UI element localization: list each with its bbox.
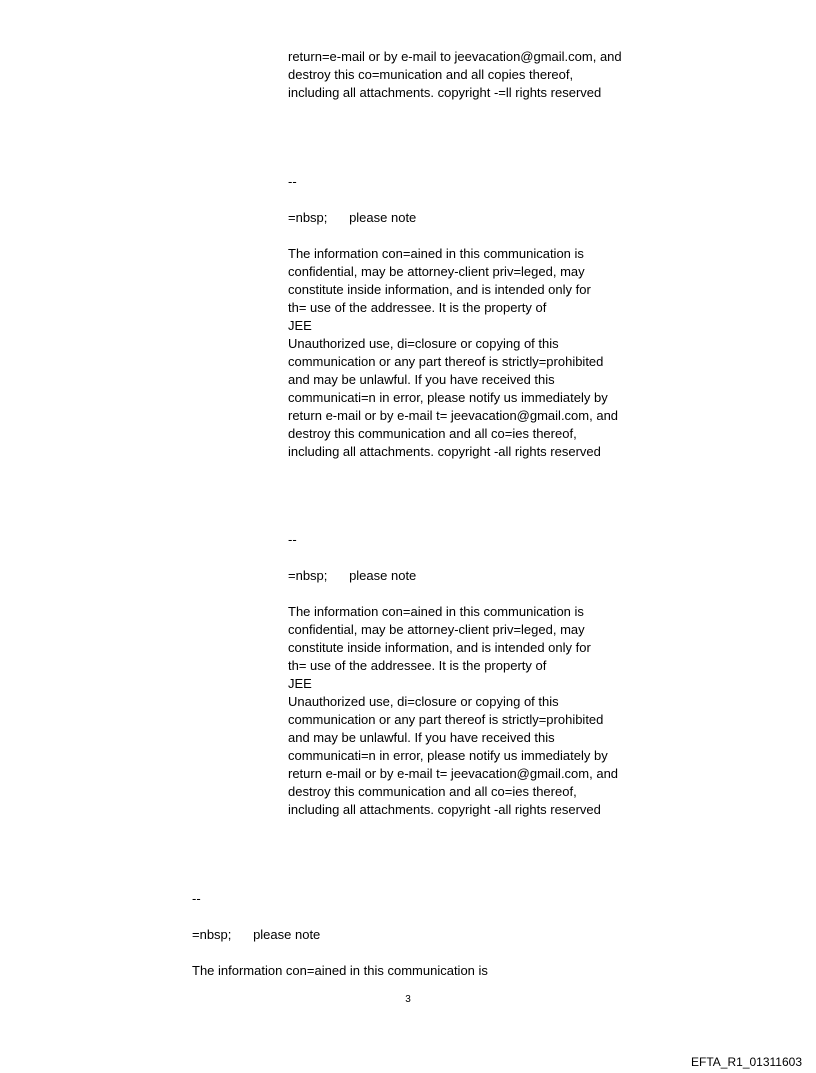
text-line: communicati=n in error, please notify us immediately by bbox=[288, 748, 608, 763]
text-line: return=e-mail or by e-mail to jeevacation@gmail.com, and bbox=[288, 49, 622, 64]
text-line: constitute inside information, and is intended only for bbox=[288, 282, 591, 297]
please-note-line: =nbsp; please note bbox=[288, 210, 417, 225]
text-line: and may be unlawful. If you have received this bbox=[288, 372, 555, 387]
text-line: return e-mail or by e-mail t= jeevacation@gmail.com, and bbox=[288, 766, 619, 781]
page-number: 3 bbox=[405, 994, 411, 1005]
text-line: Unauthorized use, di=closure or copying of this bbox=[288, 694, 559, 709]
text-line: The information con=ained in this communication is bbox=[288, 604, 584, 619]
text-line: communicati=n in error, please notify us immediately by bbox=[288, 390, 608, 405]
confidentiality-notice bbox=[192, 962, 488, 980]
text-line: including all attachments. copyright -all rights reserved bbox=[288, 444, 601, 459]
confidentiality-notice bbox=[288, 603, 618, 819]
text-line: The information con=ained in this communication is bbox=[192, 963, 488, 978]
text-line: communication or any part thereof is strictly=prohibited bbox=[288, 354, 604, 369]
text-line: Unauthorized use, di=closure or copying of this bbox=[288, 336, 559, 351]
text-line: destroy this communication and all co=ies thereof, bbox=[288, 784, 577, 799]
text-line: destroy this communication and all co=ies thereof, bbox=[288, 426, 577, 441]
email-footer-continuation bbox=[288, 48, 622, 102]
text-line: th= use of the addressee. It is the property of bbox=[288, 300, 547, 315]
text-line: including all attachments. copyright -=ll rights reserved bbox=[288, 85, 602, 100]
separator: -- bbox=[192, 891, 201, 906]
text-line: JEE bbox=[288, 318, 312, 333]
text-line: confidential, may be attorney-client priv=leged, may bbox=[288, 622, 585, 637]
please-note-line: =nbsp; please note bbox=[288, 568, 417, 583]
bates-number: EFTA_R1_01311603 bbox=[691, 1055, 802, 1069]
text-line: and may be unlawful. If you have received this bbox=[288, 730, 555, 745]
text-line: including all attachments. copyright -all rights reserved bbox=[288, 802, 601, 817]
text-line: JEE bbox=[288, 676, 312, 691]
text-line: confidential, may be attorney-client priv=leged, may bbox=[288, 264, 585, 279]
text-line: return e-mail or by e-mail t= jeevacation@gmail.com, and bbox=[288, 408, 619, 423]
separator: -- bbox=[288, 532, 297, 547]
text-line: destroy this co=munication and all copies thereof, bbox=[288, 67, 574, 82]
please-note-line: =nbsp; please note bbox=[192, 927, 321, 942]
confidentiality-notice bbox=[288, 245, 618, 461]
text-line: th= use of the addressee. It is the property of bbox=[288, 658, 547, 673]
text-line: communication or any part thereof is strictly=prohibited bbox=[288, 712, 604, 727]
separator: -- bbox=[288, 174, 297, 189]
text-line: constitute inside information, and is intended only for bbox=[288, 640, 591, 655]
text-line: The information con=ained in this communication is bbox=[288, 246, 584, 261]
